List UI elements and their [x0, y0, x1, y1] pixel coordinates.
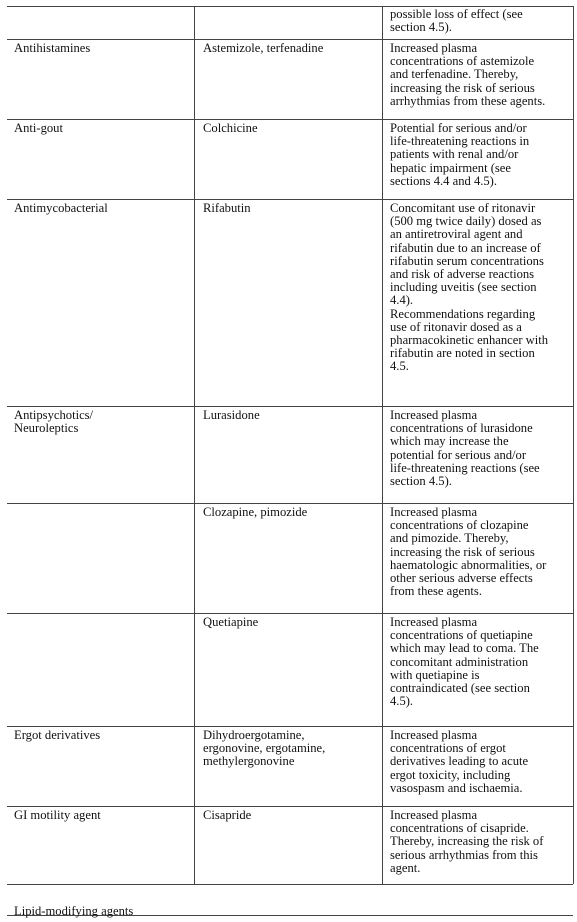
drug-name-text: Quetiapine [203, 615, 259, 629]
effect-text: hepatic impairment (see [390, 160, 511, 175]
drug-name-text: Dihydroergotamine, [203, 728, 305, 742]
row-border [7, 806, 573, 807]
drug-class-text: Neuroleptics [14, 421, 79, 436]
effect-text: and terfenadine. Thereby, [390, 67, 519, 82]
effect-text: Increased plasma [390, 408, 478, 422]
row-border [7, 406, 573, 407]
effect-text: concentrations of ergot [390, 741, 506, 756]
effect-text: section 4.5). [390, 20, 452, 35]
effect-text: concentrations of lurasidone [390, 421, 533, 436]
drug-class-text: Anti-gout [14, 121, 63, 135]
effect-text: rifabutin serum concentrations [390, 253, 544, 268]
drug-class-text: Antimycobacterial [14, 201, 108, 215]
effect-text: 4.5). [390, 694, 414, 709]
effect-text: life-threatening reactions (see [390, 460, 540, 475]
effect-text: Thereby, increasing the risk of [390, 834, 544, 849]
drug-class-text: GI motility agent [14, 808, 101, 822]
effect-text: life-threatening reactions in [390, 134, 530, 149]
effect-text: Recommendations regarding [390, 306, 536, 321]
drug-name-text: Rifabutin [203, 201, 251, 215]
effect-text: contraindicated (see section [390, 681, 530, 695]
effect-text: including uveitis (see section [390, 280, 537, 295]
effect-text: Increased plasma [390, 615, 478, 629]
drug-class-text: Ergot derivatives [14, 728, 101, 742]
effect-text: Increased plasma [390, 505, 478, 519]
effect-text: from these agents. [390, 584, 482, 599]
effect-text: 4.4). [390, 293, 414, 308]
effect-text: potential for serious and/or [390, 447, 527, 462]
effect-text: concentrations of astemizole [390, 54, 535, 69]
column-border [382, 6, 383, 884]
drug-name-text: methylergonovine [203, 754, 295, 769]
drug-name-text: Astemizole, terfenadine [203, 41, 324, 55]
effect-text: haematologic abnormalities, or [390, 557, 547, 572]
drug-name-text: Lurasidone [203, 408, 260, 422]
effect-text: ergot toxicity, including [390, 767, 511, 782]
effect-text: 4.5. [390, 359, 409, 374]
effect-text: and pimozide. Thereby, [390, 531, 509, 546]
effect-text: rifabutin are noted in section [390, 346, 535, 361]
effect-text: use of ritonavir dosed as a [390, 319, 522, 334]
effect-text: pharmacokinetic enhancer with [390, 333, 549, 347]
drug-name-text: Clozapine, pimozide [203, 505, 308, 519]
effect-text: agent. [390, 860, 421, 875]
column-border [573, 6, 574, 884]
row-border [7, 726, 573, 727]
effect-text: Concomitant use of ritonavir [390, 201, 536, 215]
effect-text: concomitant administration [390, 654, 529, 669]
drug-class-text: Antihistamines [14, 41, 91, 55]
effect-text: an antiretroviral agent and [390, 227, 523, 242]
effect-text: possible loss of effect (see [390, 7, 523, 21]
effect-text: other serious adverse effects [390, 571, 533, 585]
row-border [7, 199, 573, 200]
effect-text: derivatives leading to acute [390, 754, 529, 769]
row-border [7, 39, 573, 40]
effect-text: patients with renal and/or [390, 147, 519, 162]
effect-text: section 4.5). [390, 474, 452, 488]
column-border [194, 6, 195, 884]
effect-text: rifabutin due to an increase of [390, 240, 541, 255]
row-border [7, 119, 573, 120]
drug-class-text: Antipsychotics/ [14, 408, 94, 422]
effect-text: concentrations of clozapine [390, 518, 529, 533]
row-border [7, 503, 573, 504]
effect-text: and risk of adverse reactions [390, 267, 535, 281]
row-border [7, 884, 573, 885]
effect-text: vasospasm and ischaemia. [390, 780, 523, 795]
effect-text: which may lead to coma. The [390, 641, 539, 656]
effect-text: increasing the risk of serious [390, 544, 535, 559]
effect-text: concentrations of cisapride. [390, 821, 529, 836]
drug-name-text: Colchicine [203, 121, 258, 135]
drug-name-text: Cisapride [203, 808, 252, 822]
effect-text: with quetiapine is [390, 667, 480, 682]
row-border [7, 613, 573, 614]
drug-class-text: Lipid-modifying agents [14, 904, 134, 918]
effect-text: (500 mg twice daily) dosed as [390, 214, 542, 229]
drug-name-text: ergonovine, ergotamine, [203, 741, 326, 756]
effect-text: Increased plasma [390, 808, 478, 822]
effect-text: which may increase the [390, 434, 509, 449]
effect-text: arrhythmias from these agents. [390, 93, 546, 108]
effect-text: sections 4.4 and 4.5). [390, 173, 498, 188]
effect-text: Increased plasma [390, 728, 478, 742]
effect-text: serious arrhythmias from this [390, 847, 538, 862]
effect-text: Increased plasma [390, 41, 478, 55]
effect-text: concentrations of quetiapine [390, 628, 533, 643]
effect-text: Potential for serious and/or [390, 121, 527, 135]
effect-text: increasing the risk of serious [390, 80, 535, 95]
